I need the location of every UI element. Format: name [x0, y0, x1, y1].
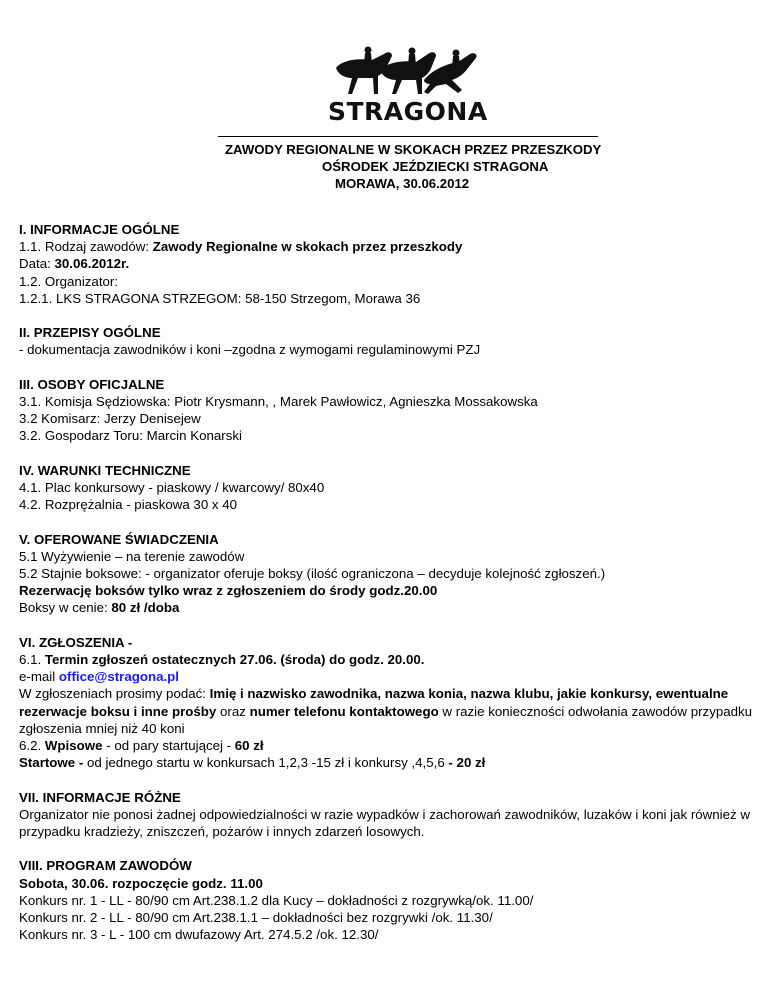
section-program	[19, 857, 754, 943]
arena: 4.1. Plac konkursowy - piaskowy / kwarcowy/ 80x40	[19, 480, 325, 495]
text-bold: Imię i nazwisko zawodnika, nazwa konia, nazwa klubu, jakie konkursy, ewentualne rezerwacje boksu i inne prośby	[19, 686, 729, 719]
event-location-date: MORAWA, 30.06.2012	[335, 176, 470, 191]
venue-name: OŚRODEK JEŹDZIECKI STRAGONA	[322, 159, 549, 174]
section-title: III. OSOBY OFICJALNE	[19, 376, 165, 392]
section-misc	[19, 789, 754, 841]
section-general-rules	[19, 324, 754, 358]
document-body	[19, 221, 754, 961]
email-link[interactable]: office@stragona.pl	[58, 669, 180, 685]
header-divider	[218, 136, 598, 137]
program-day: Sobota, 30.06. rozpoczęcie godz. 11.00	[19, 875, 263, 891]
text-bold: numer telefonu kontaktowego	[249, 703, 439, 719]
stables: 5.2 Stajnie boksowe: - organizator oferuje boksy (ilość ograniczona – decyduje kolejność zgłoszeń.)	[19, 566, 606, 581]
entry-requirements	[19, 685, 754, 737]
course-designer: 3.2. Gospodarz Toru: Marcin Konarski	[19, 428, 242, 444]
stable-reservation: Rezerwację boksów tylko wraz z zgłoszeniem do środy godz.20.00	[19, 583, 438, 599]
label: 6.1.	[19, 652, 45, 667]
text-bold: - 20 zł	[448, 755, 486, 771]
text: 6.2.	[19, 738, 45, 754]
section-title: VIII. PROGRAM ZAWODÓW	[19, 858, 192, 874]
text-bold: 60 zł	[234, 738, 264, 754]
text: W zgłoszeniach prosimy podać:	[19, 686, 210, 702]
class-3: Konkurs nr. 3 - L - 100 cm dwufazowy Art. 274.5.2 /ok. 12.30/	[19, 927, 379, 943]
section-officials	[19, 376, 754, 445]
start-fee	[19, 754, 754, 771]
class-2: Konkurs nr. 2 - LL - 80/90 cm Art.238.1.1 – dokładności bez rozgrywki /ok. 11.30/	[19, 910, 493, 926]
steward: 3.2 Komisarz: Jerzy Denisejew	[19, 411, 201, 427]
section-technical	[19, 462, 754, 514]
class-1: Konkurs nr. 1 - LL - 80/90 cm Art.238.1.2 dla Kucy – dokładności z rozgrywką/ok. 11.00/	[19, 892, 534, 908]
text: od jednego startu w konkursach 1,2,3 -15 zł i konkursy ,4,5,6	[83, 755, 449, 771]
entry-email	[19, 668, 754, 685]
value: 80 zł /doba	[111, 600, 180, 616]
documentation-rule: - dokumentacja zawodników i koni –zgodna z wymogami regulaminowymi PZJ	[19, 342, 481, 358]
section-title: VII. INFORMACJE RÓŻNE	[19, 789, 181, 805]
label: 1.1. Rodzaj zawodów:	[19, 239, 153, 255]
section-general-info	[19, 221, 754, 307]
section-title: II. PRZEPISY OGÓLNE	[19, 325, 161, 341]
label: Boksy w cenie:	[19, 600, 112, 616]
section-title: IV. WARUNKI TECHNICZNE	[19, 462, 191, 478]
text: w razie konieczności odwołania zawodów przypadku zgłoszenia mniej niż 40 koni	[19, 703, 753, 736]
competition-type	[19, 238, 754, 255]
stable-price	[19, 599, 754, 616]
text-bold: Wpisowe	[44, 738, 103, 754]
judges: 3.1. Komisja Sędziowska: Piotr Krysmann, , Marek Pawłowicz, Agnieszka Mossakowska	[19, 394, 538, 409]
section-title: I. INFORMACJE OGÓLNE	[19, 222, 180, 237]
value: Zawody Regionalne w skokach przez przeszkody	[152, 239, 463, 255]
value: 30.06.2012r.	[54, 256, 130, 272]
organizer-label: 1.2. Organizator:	[19, 273, 119, 289]
value: Termin zgłoszeń ostatecznych 27.06. (środa) do godz. 20.00.	[44, 652, 425, 667]
competition-date	[19, 255, 754, 272]
liability-note: Organizator nie ponosi żadnej odpowiedzialności w razie wypadków i zachorowań zawodników, luzaków i koni jak również w przypadku kradzieży, zniszczeń, pożarów i innych zdarzeń losowych.	[19, 806, 750, 840]
warmup-arena: 4.2. Rozprężalnia - piaskowa 30 x 40	[19, 497, 238, 513]
label: Data:	[19, 256, 55, 272]
entry-deadline	[19, 651, 754, 668]
text: - od pary startującej -	[102, 738, 235, 754]
section-title: V. OFEROWANE ŚWIADCZENIA	[19, 531, 219, 547]
event-title: ZAWODY REGIONALNE W SKOKACH PRZEZ PRZESZKODY	[225, 142, 602, 157]
section-entries	[19, 634, 754, 772]
section-services	[19, 531, 754, 617]
section-title: VI. ZGŁOSZENIA -	[19, 634, 133, 650]
entry-fee	[19, 737, 754, 754]
text: oraz	[216, 703, 250, 719]
organizer-address: 1.2.1. LKS STRAGONA STRZEGOM: 58-150 Strzegom, Morawa 36	[19, 290, 421, 306]
label: e-mail	[19, 669, 59, 685]
text-bold: Startowe -	[19, 755, 84, 771]
logo-wordmark: STRAGONA	[328, 97, 488, 126]
catering: 5.1 Wyżywienie – na terenie zawodów	[19, 548, 245, 564]
